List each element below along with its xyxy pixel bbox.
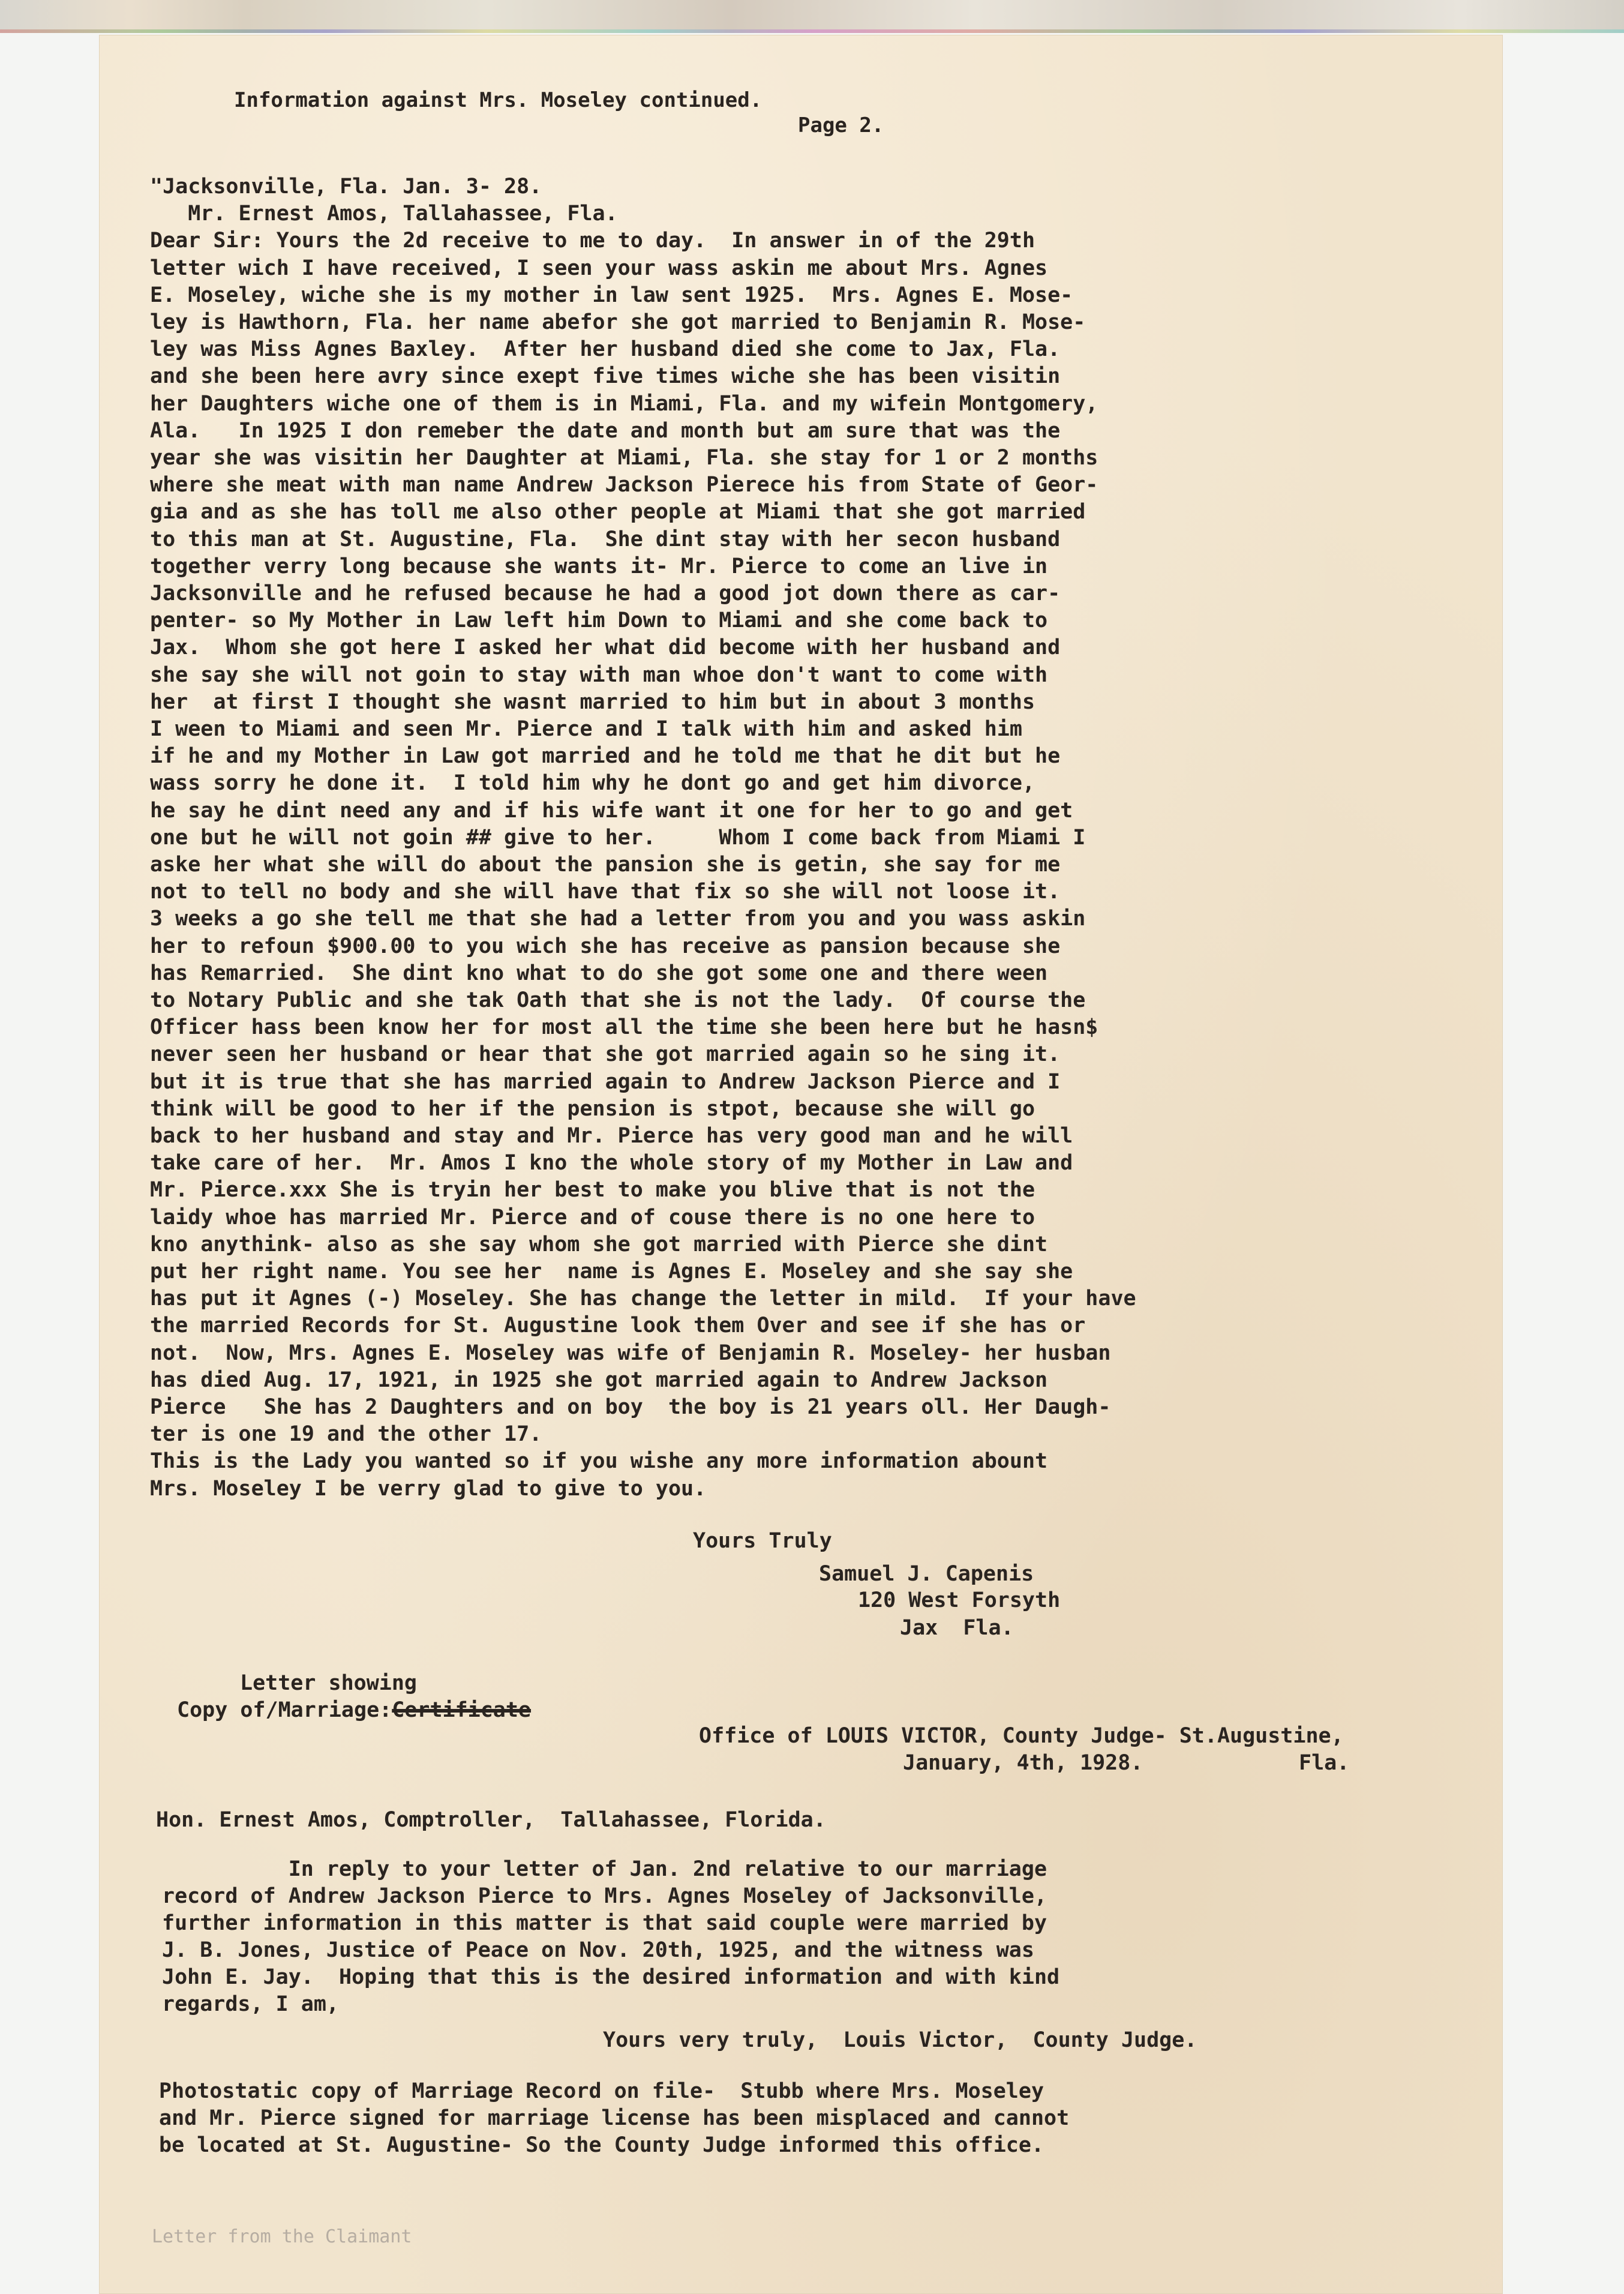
document-page (99, 35, 1503, 2294)
text-line: ley was Miss Agnes Baxley. After her husband died she come to Jax, Fla. (150, 337, 1061, 362)
text-line: one but he will not goin ## give to her. Whom I come back from Miami I (150, 825, 1086, 850)
text-line: her to refoun $900.00 to you wich she has receive as pansion because she (150, 934, 1061, 958)
text-line: and she been here avry since exept five times wiche she has been visitin (150, 364, 1061, 389)
judge-letter-date: January, 4th, 1928. (903, 1751, 1143, 1775)
judge-office-line: Office of LOUIS VICTOR, County Judge- St.Augustine, (699, 1724, 1344, 1748)
signature-name: Samuel J. Capenis (819, 1562, 1034, 1586)
text-line: to this man at St. Augustine, Fla. She dint stay with her secon husband (150, 527, 1061, 551)
text-line: has died Aug. 17, 1921, in 1925 she got married again to Andrew Jackson (150, 1368, 1048, 1392)
text-line: John E. Jay. Hoping that this is the desired information and with kind (162, 1965, 1060, 1989)
text-line: letter wich I have received, I seen your wass askin me about Mrs. Agnes (150, 256, 1048, 280)
text-line: if he and my Mother in Law got married and he told me that he dit but he (150, 744, 1061, 769)
text-line: ter is one 19 and the other 17. (150, 1422, 542, 1447)
struck-word: Certificate (392, 1698, 532, 1722)
text-line: E. Moseley, wiche she is my mother in law sent 1925. Mrs. Agnes E. Mose- (150, 283, 1073, 307)
text-line: the married Records for St. Augustine look them Over and see if she has or (150, 1314, 1086, 1338)
text-line: and Mr. Pierce signed for marriage license has been misplaced and cannot (159, 2106, 1070, 2130)
text-line: further information in this matter is that said couple were married by (162, 1911, 1047, 1935)
text-line: gia and as she has toll me also other people at Miami that she got married (150, 500, 1086, 524)
text-line: he say he dint need any and if his wife want it one for her to go and get (150, 798, 1073, 823)
text-line: year she was visitin her Daughter at Miami, Fla. she stay for 1 or 2 months (150, 446, 1098, 470)
copy-of-marriage-label (177, 1700, 531, 1721)
text-line: Photostatic copy of Marriage Record on file- Stubb where Mrs. Moseley (159, 2079, 1044, 2103)
text-line: J. B. Jones, Justice of Peace on Nov. 20th, 1925, and the witness was (162, 1938, 1034, 1962)
scan-edge (0, 0, 1624, 33)
text-line: I ween to Miami and seen Mr. Pierce and I talk with him and asked him (150, 717, 1022, 741)
text-line: Officer hass been know her for most all the time she been here but he hasn$ (150, 1015, 1098, 1040)
text-line: Mrs. Moseley I be verry glad to give to you. (150, 1476, 707, 1501)
document-header-title: Information against Mrs. Moseley continued. (234, 88, 763, 112)
text-line: 3 weeks a go she tell me that she had a letter from you and you wass askin (150, 907, 1086, 931)
text-line: wass sorry he done it. I told him why he dont go and get him divorce, (150, 771, 1035, 796)
text-line: record of Andrew Jackson Pierce to Mrs. Agnes Moseley of Jacksonville, (162, 1884, 1047, 1908)
text-line: not. Now, Mrs. Agnes E. Moseley was wife of Benjamin R. Moseley- her husban (150, 1341, 1111, 1365)
text-line: where she meat with man name Andrew Jackson Pierece his from State of Geor- (150, 473, 1098, 497)
faded-footer-text: Letter from the Claimant (152, 2226, 412, 2247)
text-line: to Notary Public and she tak Oath that she is not the lady. Of course the (150, 988, 1086, 1012)
text-line: her at first I thought she wasnt married to him but in about 3 months (150, 689, 1035, 714)
text-line: Jax. Whom she got here I asked her what did become with her husband and (150, 635, 1061, 660)
text-line: she say she will not goin to stay with man whoe don't want to come with (150, 662, 1048, 687)
text-line: has Remarried. She dint kno what to do she got some one and there ween (150, 961, 1048, 985)
judge-letter-state: Fla. (1299, 1751, 1350, 1775)
insert-note: Letter showing (240, 1671, 418, 1695)
text-line: back to her husband and stay and Mr. Pierce has very good man and he will (150, 1124, 1073, 1148)
text-line: never seen her husband or hear that she got married again so he sing it. (150, 1042, 1061, 1067)
text-line: penter- so My Mother in Law left him Down to Miami and she come back to (150, 608, 1048, 633)
copy-of-label: Copy of/Marriage: (177, 1698, 392, 1722)
text-line: In reply to your letter of Jan. 2nd relative to our marriage (162, 1857, 1047, 1881)
text-line: Dear Sir: Yours the 2d receive to me to day. In answer in of the 29th (150, 229, 1035, 253)
text-line: but it is true that she has married again to Andrew Jackson Pierce and I (150, 1069, 1061, 1094)
text-line: regards, I am, (162, 1992, 340, 2016)
text-line: her Daughters wiche one of them is in Miami, Fla. and my wifein Montgomery, (150, 391, 1098, 416)
signature-city: Jax Fla. (900, 1616, 1014, 1640)
text-line: not to tell no body and she will have that fix so she will not loose it. (150, 880, 1061, 904)
text-line: Jacksonville and he refused because he had a good jot down there as car- (150, 581, 1061, 605)
text-line: together verry long because she wants it- Mr. Pierce to come an live in (150, 554, 1048, 578)
text-line: laidy whoe has married Mr. Pierce and of couse there is no one here to (150, 1205, 1035, 1230)
text-line: put her right name. You see her name is Agnes E. Moseley and she say she (150, 1260, 1073, 1284)
page-number: Page 2. (798, 113, 884, 137)
text-line: Ala. In 1925 I don remeber the date and month but am sure that was the (150, 418, 1061, 443)
text-line: aske her what she will do about the pansion she is getin, she say for me (150, 853, 1061, 877)
text-line: This is the Lady you wanted so if you wishe any more information abount (150, 1449, 1048, 1474)
text-line: think will be good to her if the pension is stpot, because she will go (150, 1096, 1035, 1121)
text-line: Mr. Pierce.xxx She is tryin her best to make you blive that is not the (150, 1178, 1035, 1203)
judge-letter-addressee: Hon. Ernest Amos, Comptroller, Tallahassee, Florida. (156, 1808, 826, 1832)
text-line: take care of her. Mr. Amos I kno the whole story of my Mother in Law and (150, 1151, 1073, 1176)
text-line: has put it Agnes (-) Moseley. She has change the letter in mild. If your have (150, 1287, 1136, 1311)
letter-closing: Yours Truly (693, 1529, 832, 1553)
text-line: "Jacksonville, Fla. Jan. 3- 28. (150, 175, 542, 199)
judge-letter-closing: Yours very truly, Louis Victor, County Judge. (603, 2028, 1197, 2052)
text-line: Mr. Ernest Amos, Tallahassee, Fla. (150, 202, 618, 226)
text-line: Pierce She has 2 Daughters and on boy the boy is 21 years oll. Her Daugh- (150, 1395, 1111, 1419)
text-line: kno anythink- also as she say whom she got married with Pierce she dint (150, 1232, 1048, 1257)
signature-address: 120 West Forsyth (858, 1588, 1061, 1612)
text-line: be located at St. Augustine- So the County Judge informed this office. (159, 2133, 1044, 2157)
text-line: ley is Hawthorn, Fla. her name abefor she got married to Benjamin R. Mose- (150, 310, 1086, 334)
